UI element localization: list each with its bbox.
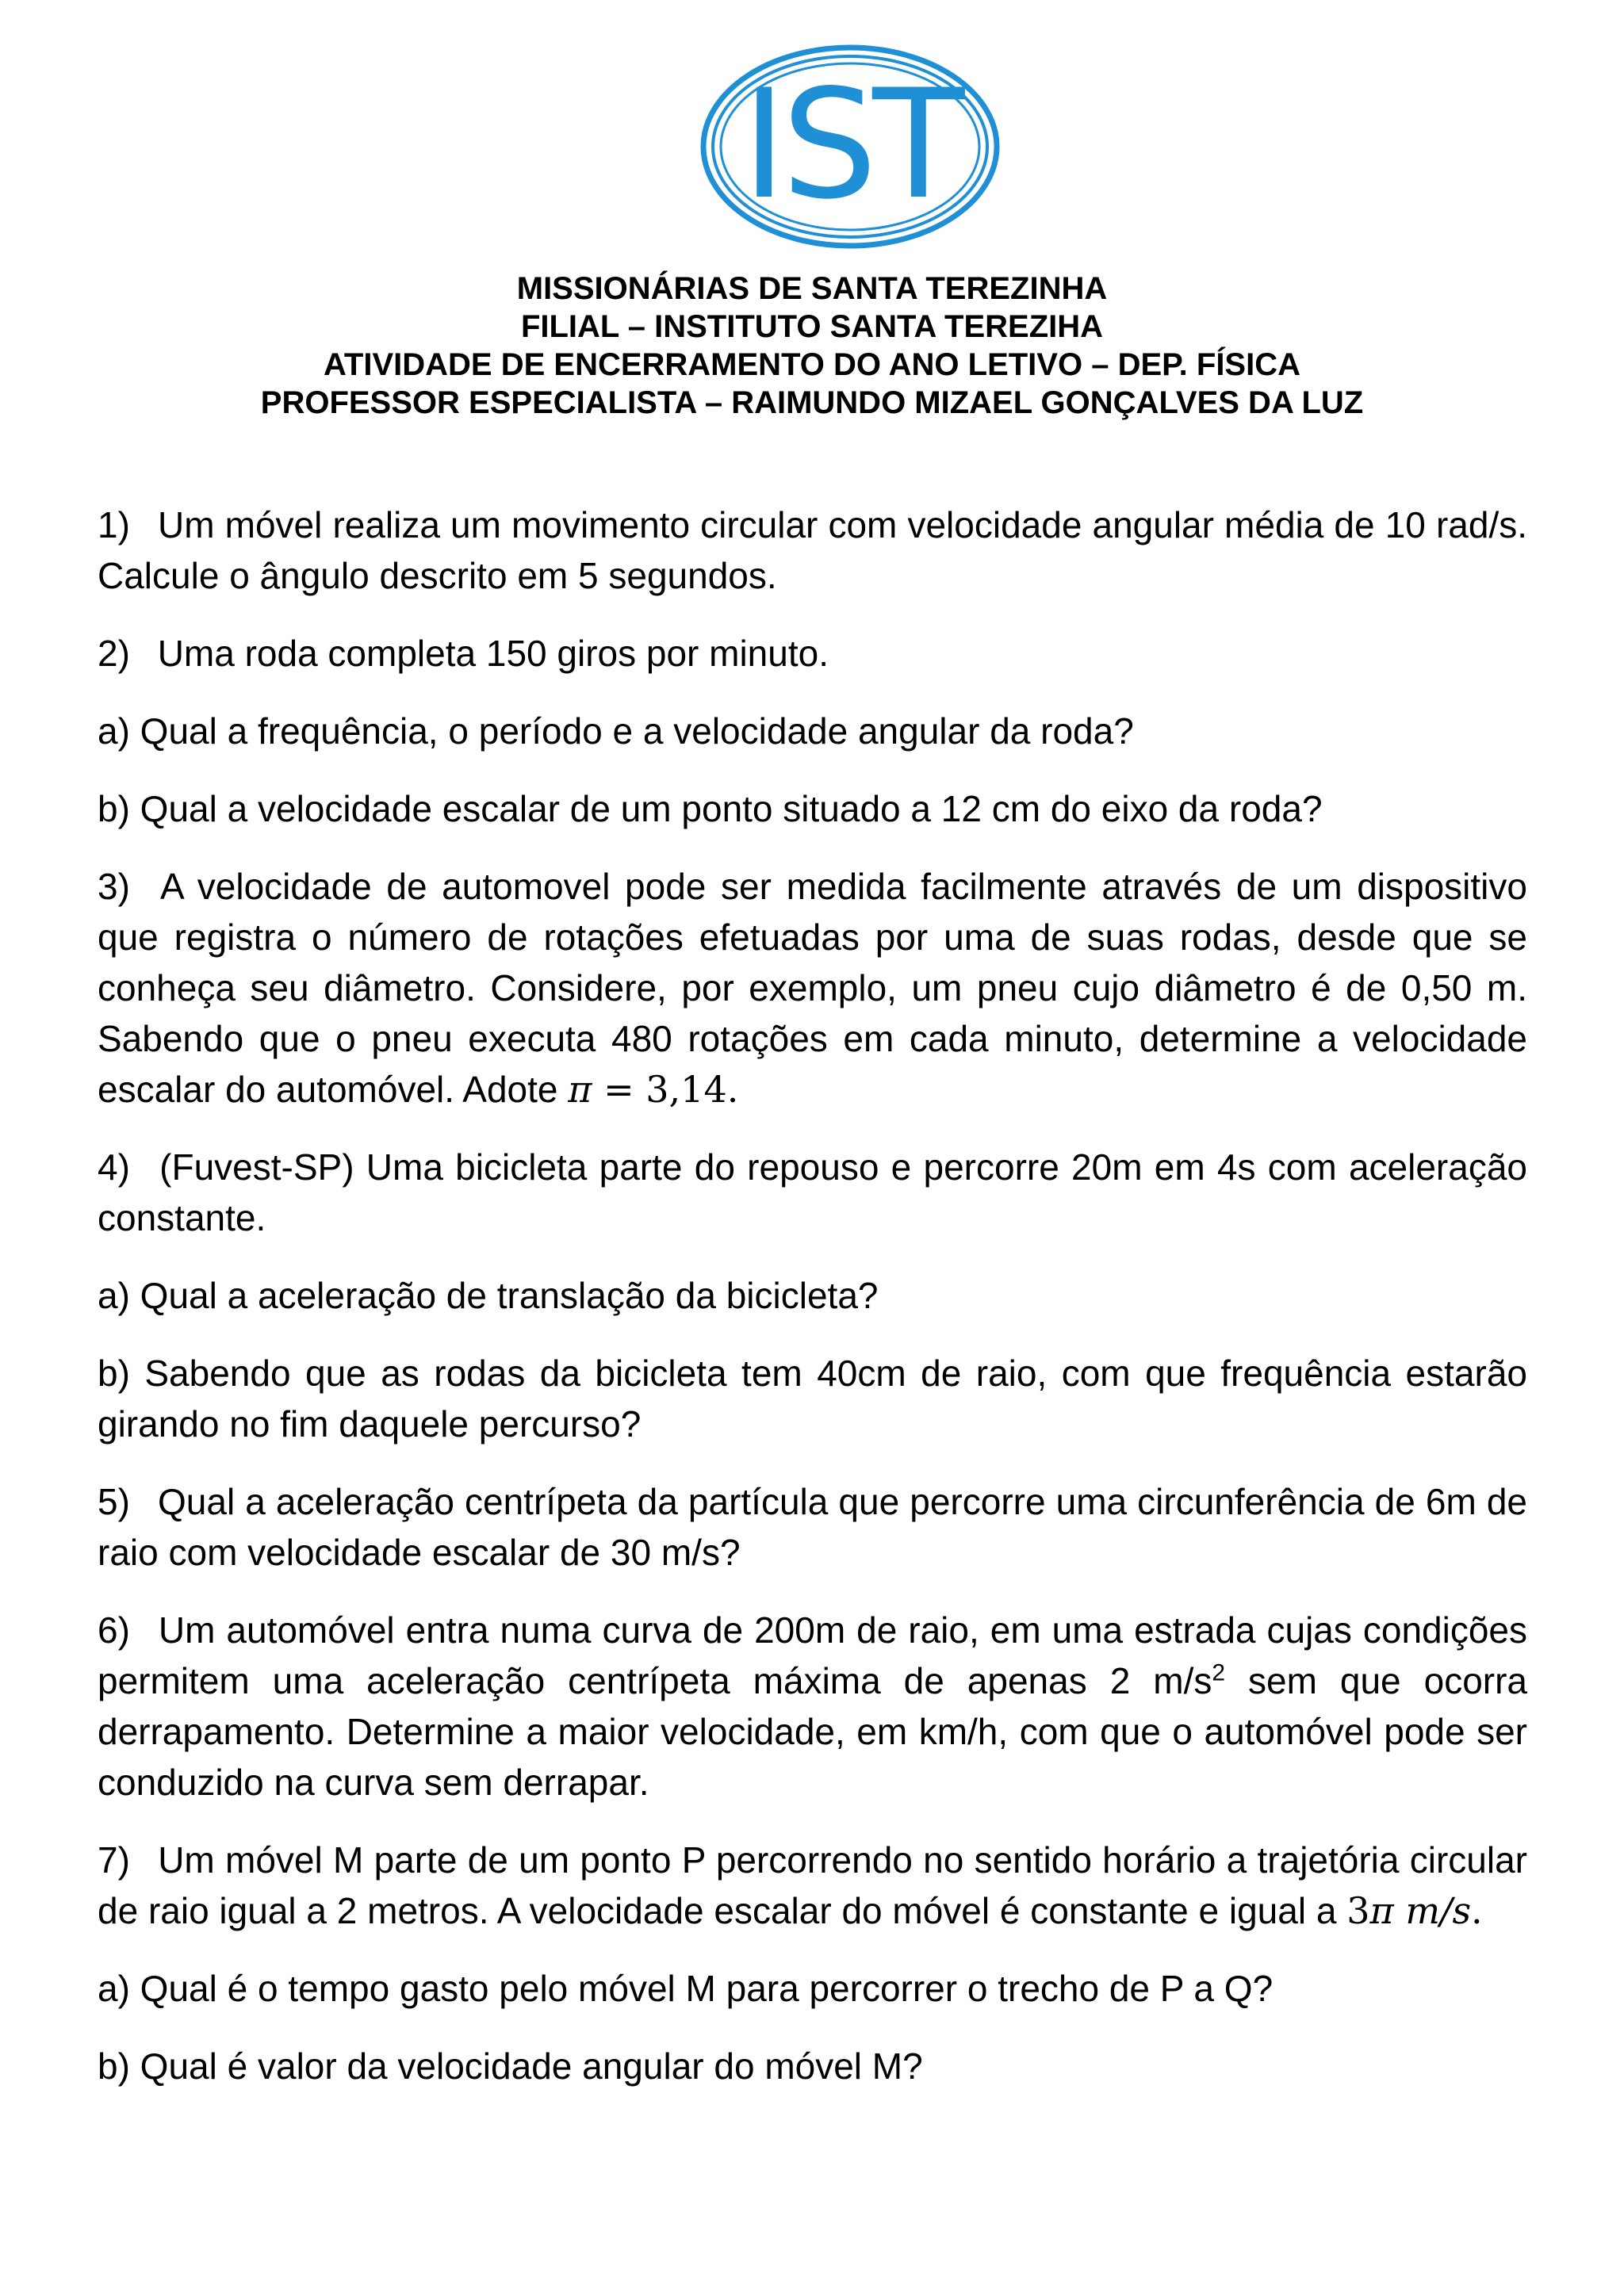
question-text: (Fuvest-SP) Uma bicicleta parte do repouso e percorre 20m em 4s com aceleração constante. [98, 1146, 1528, 1238]
question-7 [98, 1835, 1527, 1936]
exercise-list [98, 499, 1527, 2118]
question-2-item-b: b) Qual a velocidade escalar de um ponto situado a 12 cm do eixo da roda? [98, 788, 1323, 829]
question-number: 6) [98, 1609, 130, 1651]
question-7-item-a: a) Qual é o tempo gasto pelo móvel M para percorrer o trecho de P a Q? [98, 1968, 1274, 2009]
question-4-item-b: b) Sabendo que as rodas da bicicleta tem 40cm de raio, com que frequência estarão girando no fim daquele percurso? [98, 1353, 1527, 1445]
question-text: Um móvel realiza um movimento circular com velocidade angular média de 10 rad/s. Calcule o ângulo descrito em 5 segundos. [98, 504, 1528, 596]
question-2-item-a: a) Qual a frequência, o período e a velocidade angular da roda? [98, 710, 1134, 752]
speed-unit: π m/s [1369, 1889, 1472, 1932]
question-text: Uma roda completa 150 giros por minuto. [157, 633, 829, 674]
question-5 [98, 1476, 1527, 1578]
question-1 [98, 499, 1527, 601]
pi-symbol: π [568, 1068, 592, 1111]
logo-text: IST [741, 57, 960, 232]
ist-logo-graphic [695, 40, 1005, 254]
question-text: Um automóvel entra numa curva de 200m de raio, em uma estrada cujas condições permitem uma aceleração centrípeta máxima de apenas 2 m/s [98, 1609, 1527, 1701]
question-number: 1) [98, 504, 130, 545]
question-number: 3) [98, 866, 130, 907]
question-4-item-a: a) Qual a aceleração de translação da bicicleta? [98, 1275, 879, 1316]
question-4 [98, 1142, 1527, 1243]
header-line-4: PROFESSOR ESPECIALISTA – RAIMUNDO MIZAEL GONÇALVES DA LUZ [260, 385, 1364, 420]
question-number: 2) [98, 633, 130, 674]
speed-period: . [1471, 1889, 1483, 1932]
speed-number: 3 [1346, 1889, 1370, 1932]
document-header [0, 270, 1624, 422]
header-line-2: FILIAL – INSTITUTO SANTA TEREZIHA [520, 309, 1104, 344]
question-text-continued: sem que ocorra derrapamento. Determine a maior velocidade, em km/h, com que o automóvel pode ser conduzido na curva sem derrapar. [98, 1660, 1527, 1803]
question-text: A velocidade de automovel pode ser medida facilmente através de um dispositivo que registra o número de rotações efetuadas por uma de suas rodas, desde que se conheça seu diâmetro. Considere, por exemplo, um pneu cujo diâmetro é de 0,50 m. Sabendo que o pneu executa 480 rotações em cada minuto, determine a velocidade escalar do automóvel. Adote [98, 866, 1527, 1110]
question-3 [98, 861, 1527, 1115]
header-line-1: MISSIONÁRIAS DE SANTA TEREZINHA [516, 271, 1108, 306]
question-number: 5) [98, 1481, 130, 1522]
question-text: Um móvel M parte de um ponto P percorrendo no sentido horário a trajetória circular de raio igual a 2 metros. A velocidade escalar do móvel é constante e igual a [98, 1839, 1527, 1931]
question-number: 4) [98, 1146, 130, 1188]
header-line-3: ATIVIDADE DE ENCERRAMENTO DO ANO LETIVO – DEP. FÍSICA [324, 347, 1300, 382]
ist-logo [695, 40, 1005, 254]
question-text: Qual a aceleração centrípeta da partícula que percorre uma circunferência de 6m de raio com velocidade escalar de 30 m/s? [98, 1481, 1528, 1573]
question-7-item-b: b) Qual é valor da velocidade angular do móvel M? [98, 2045, 923, 2087]
question-6 [98, 1605, 1527, 1808]
question-number: 7) [98, 1839, 130, 1881]
question-2 [98, 628, 1527, 679]
pi-value: = 3,14. [592, 1068, 739, 1111]
superscript-2: 2 [1212, 1659, 1226, 1686]
